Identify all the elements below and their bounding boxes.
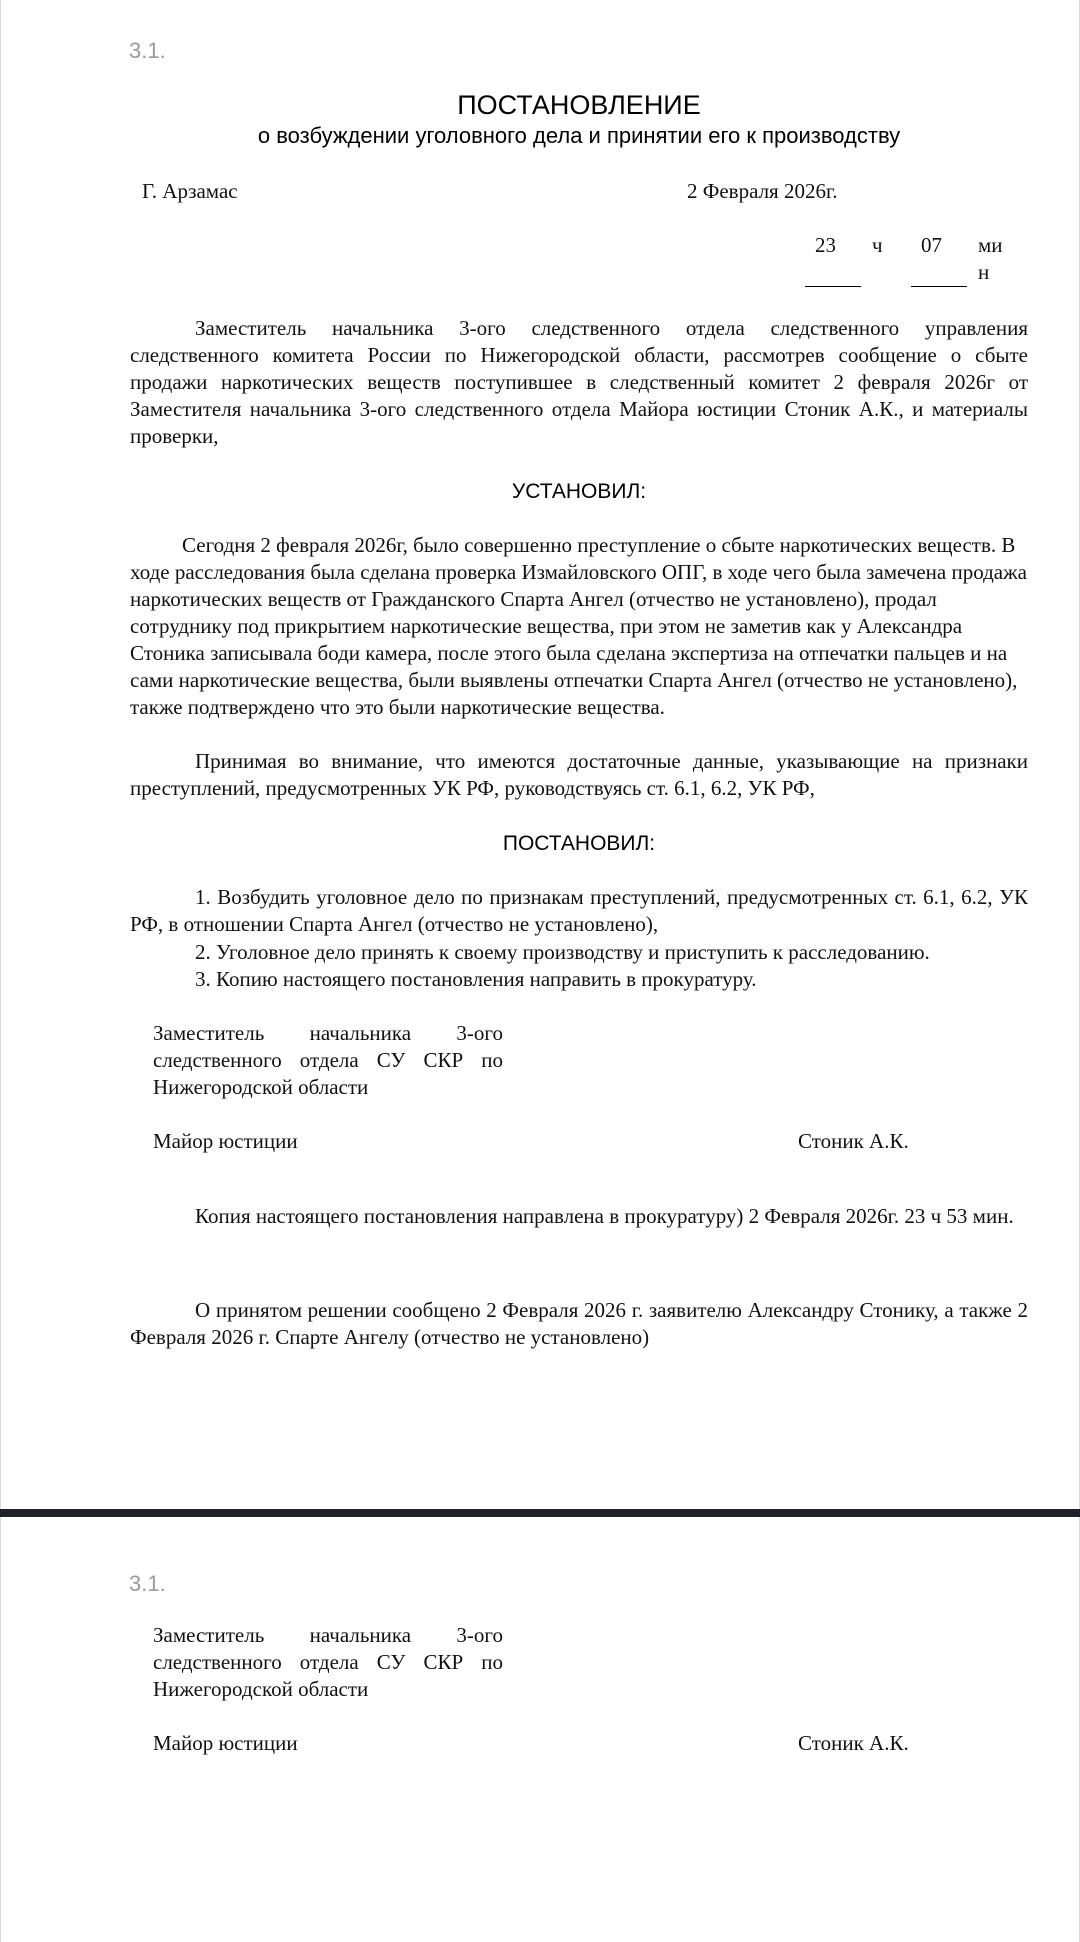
considering-paragraph: Принимая во внимание, что имеются достаточные данные, указывающие на признаки преступлений, предусмотренных УК РФ, руководствуясь ст. 6.1, 6.2, УК РФ, <box>130 749 1028 800</box>
signer-title: Заместитель начальника 3-ого следственного отдела СУ СКР по Нижегородской области <box>153 1021 503 1099</box>
document-page-2 <box>0 1517 1080 1942</box>
established-paragraph: Сегодня 2 февраля 2026г, было совершенно преступление о сбыте наркотических веществ. В ходе расследования была сделана проверка Измайловского ОПГ, в ходе чего была замечена продажа наркотических веществ от Гражданского Спарта Ангел (отчество не установлено), продал сотруднику под прикрытием наркотические вещества, при этом не заметив как у Александра Стоника записывала боди камера, после этого была сделана экспертиза на отпечатки пальцев и на сами наркотические вещества, были выявлены отпечатки Спарта Ангел (отчество не установлено), также подтверждено что это были наркотические вещества. <box>130 533 1027 719</box>
established-heading: УСТАНОВИЛ: <box>511 480 647 503</box>
signer-rank: Майор юстиции <box>153 1731 298 1755</box>
document-title: ПОСТАНОВЛЕНИЕ <box>457 90 701 120</box>
signer-title: Заместитель начальника 3-ого следственного отдела СУ СКР по Нижегородской области <box>153 1623 503 1701</box>
time-hours: 23 <box>815 233 836 257</box>
notification-paragraph: О принятом решении сообщено 2 Февраля 2026 г. заявителю Александру Стонику, а также 2 Февраля 2026 г. Спарте Ангелу (отчество не установлено) <box>130 1298 1028 1349</box>
time-hours-unit: ч <box>872 233 883 257</box>
time-minutes-unit: ми <box>978 233 1003 257</box>
page-number: 3.1. <box>129 1571 166 1596</box>
page-separator <box>0 1509 1080 1517</box>
signer-name: Стоник А.К. <box>798 1731 909 1755</box>
page-number: 3.1. <box>129 38 166 63</box>
time-hours-underline <box>805 286 861 287</box>
intro-paragraph: Заместитель начальника 3-ого следственного отдела следственного управления следственного комитета России по Нижегородской области, рассмотрев сообщение о сбыте продажи наркотических веществ поступившее в следственный комитет 2 февраля 2026г от Заместителя начальника 3-ого следственного отдела Майора юстиции Стоник А.К., и материалы проверки, <box>130 316 1028 448</box>
decision-item-1: 1. Возбудить уголовное дело по признакам преступлений, предусмотренных ст. 6.1, 6.2, УК РФ, в отношении Спарта Ангел (отчество не установлено), <box>130 885 1028 936</box>
document-date: 2 Февраля 2026г. <box>687 179 838 203</box>
decision-item-3: 3. Копию настоящего постановления направить в прокуратуру. <box>195 967 757 991</box>
time-minutes-underline <box>911 286 967 287</box>
city-label: Г. Арзамас <box>142 179 238 203</box>
decision-item-2: 2. Уголовное дело принять к своему производству и приступить к расследованию. <box>195 940 930 964</box>
document-subtitle: о возбуждении уголовного дела и принятии его к производству <box>257 123 901 148</box>
time-minutes-unit-wrap: н <box>978 260 990 284</box>
decided-heading: ПОСТАНОВИЛ: <box>502 832 656 855</box>
copy-note: Копия настоящего постановления направлена в прокуратуру) 2 Февраля 2026г. 23 ч 53 мин. <box>195 1204 1014 1228</box>
signer-rank: Майор юстиции <box>153 1129 298 1153</box>
signer-name: Стоник А.К. <box>798 1129 909 1153</box>
time-minutes: 07 <box>921 233 942 257</box>
